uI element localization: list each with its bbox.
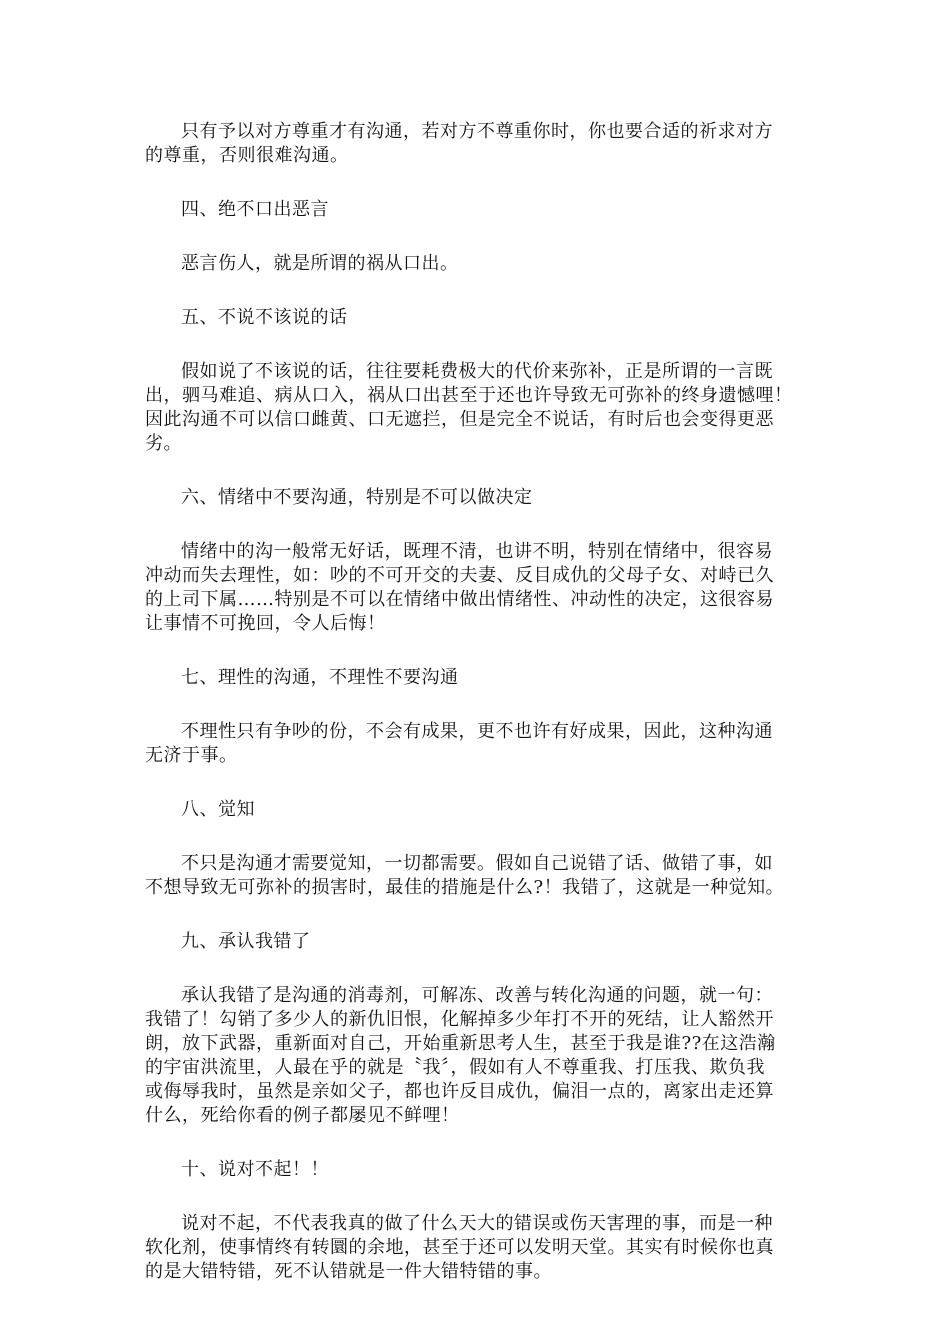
text-line: 承认我错了是沟通的消毒剂，可解冻、改善与转化沟通的问题，就一句： [181,985,773,1006]
paragraph-6 [145,540,807,636]
text-line: 说对不起，不代表我真的做了什么天大的错误或伤天害理的事，而是一种 [181,1213,773,1234]
text-line: 的是大错特错，死不认错就是一件大错特错的事。 [145,1261,552,1282]
text-line: 无济于事。 [145,745,238,766]
heading-text: 七、理性的沟通，不理性不要沟通 [181,667,459,688]
text-line: 不只是沟通才需要觉知，一切都需要。假如自己说错了话、做错了事，如 [181,853,773,874]
document-body [145,120,807,1284]
text-line: 的宇宙洪流里，人最在乎的就是〝我〞，假如有人不尊重我、打压我、欺负我 [145,1057,765,1078]
text-line: 因此沟通不可以信口雌黄、口无遮拦，但是完全不说话，有时后也会变得更恶 [145,409,774,430]
text-line: 让事情不可挽回，令人后悔！ [145,613,386,634]
paragraph-7 [145,720,807,768]
text-line: 或侮辱我时，虽然是亲如父子，都也许反目成仇，偏泪一点的，离家出走还算 [145,1081,774,1102]
text-line: 不理性只有争吵的份，不会有成果，更不也许有好成果，因此，这种沟通 [181,721,773,742]
heading-8 [145,798,807,822]
paragraph-5 [145,360,807,456]
heading-text: 八、觉知 [181,799,255,820]
text-line: 冲动而失去理性，如：吵的不可开交的夫妻、反目成仇的父母子女、对峙已久 [145,565,774,586]
text-line: 只有予以对方尊重才有沟通，若对方不尊重你时，你也要合适的祈求对方 [181,121,773,142]
text-line: 的尊重，否则很难沟通。 [145,145,349,166]
heading-10 [145,1158,807,1182]
text-line: 不想导致无可弥补的损害时，最佳的措施是什么?！我错了，这就是一种觉知。 [145,877,785,898]
paragraph-respect [145,120,807,168]
text-line: 出，驷马难追、病从口入，祸从口出甚至于还也许导致无可弥补的终身遗憾哩！ [145,385,793,406]
text-line: 假如说了不该说的话，往往要耗费极大的代价来弥补，正是所谓的一言既 [181,361,773,382]
heading-text: 十、说对不起！！ [181,1159,329,1180]
heading-9 [145,930,807,954]
paragraph-9 [145,984,807,1128]
paragraph-8 [145,852,807,900]
heading-text: 五、不说不该说的话 [181,307,348,328]
heading-text: 六、情绪中不要沟通，特别是不可以做决定 [181,487,533,508]
heading-6 [145,486,807,510]
text-line: 软化剂，使事情终有转圜的余地，甚至于还可以发明天堂。其实有时候你也真 [145,1237,774,1258]
heading-7 [145,666,807,690]
paragraph-10 [145,1212,807,1284]
text-line: 什么，死给你看的例子都屡见不鲜哩！ [145,1105,460,1126]
text-line: 恶言伤人，就是所谓的祸从口出。 [181,253,459,274]
heading-4 [145,198,807,222]
heading-5 [145,306,807,330]
text-line: 劣。 [145,433,182,454]
text-line: 情绪中的沟一般常无好话，既理不清，也讲不明，特别在情绪中，很容易 [181,541,773,562]
heading-text: 九、承认我错了 [181,931,311,952]
text-line: 的上司下属……特别是不可以在情绪中做出情绪性、冲动性的决定，这很容易 [145,589,774,610]
text-line: 朗，放下武器，重新面对自己，开始重新思考人生，甚至于我是谁??在这浩瀚 [145,1033,776,1054]
text-line: 我错了！勾销了多少人的新仇旧恨，化解掉多少年打不开的死结，让人豁然开 [145,1009,774,1030]
heading-text: 四、绝不口出恶言 [181,199,329,220]
paragraph-4 [145,252,807,276]
